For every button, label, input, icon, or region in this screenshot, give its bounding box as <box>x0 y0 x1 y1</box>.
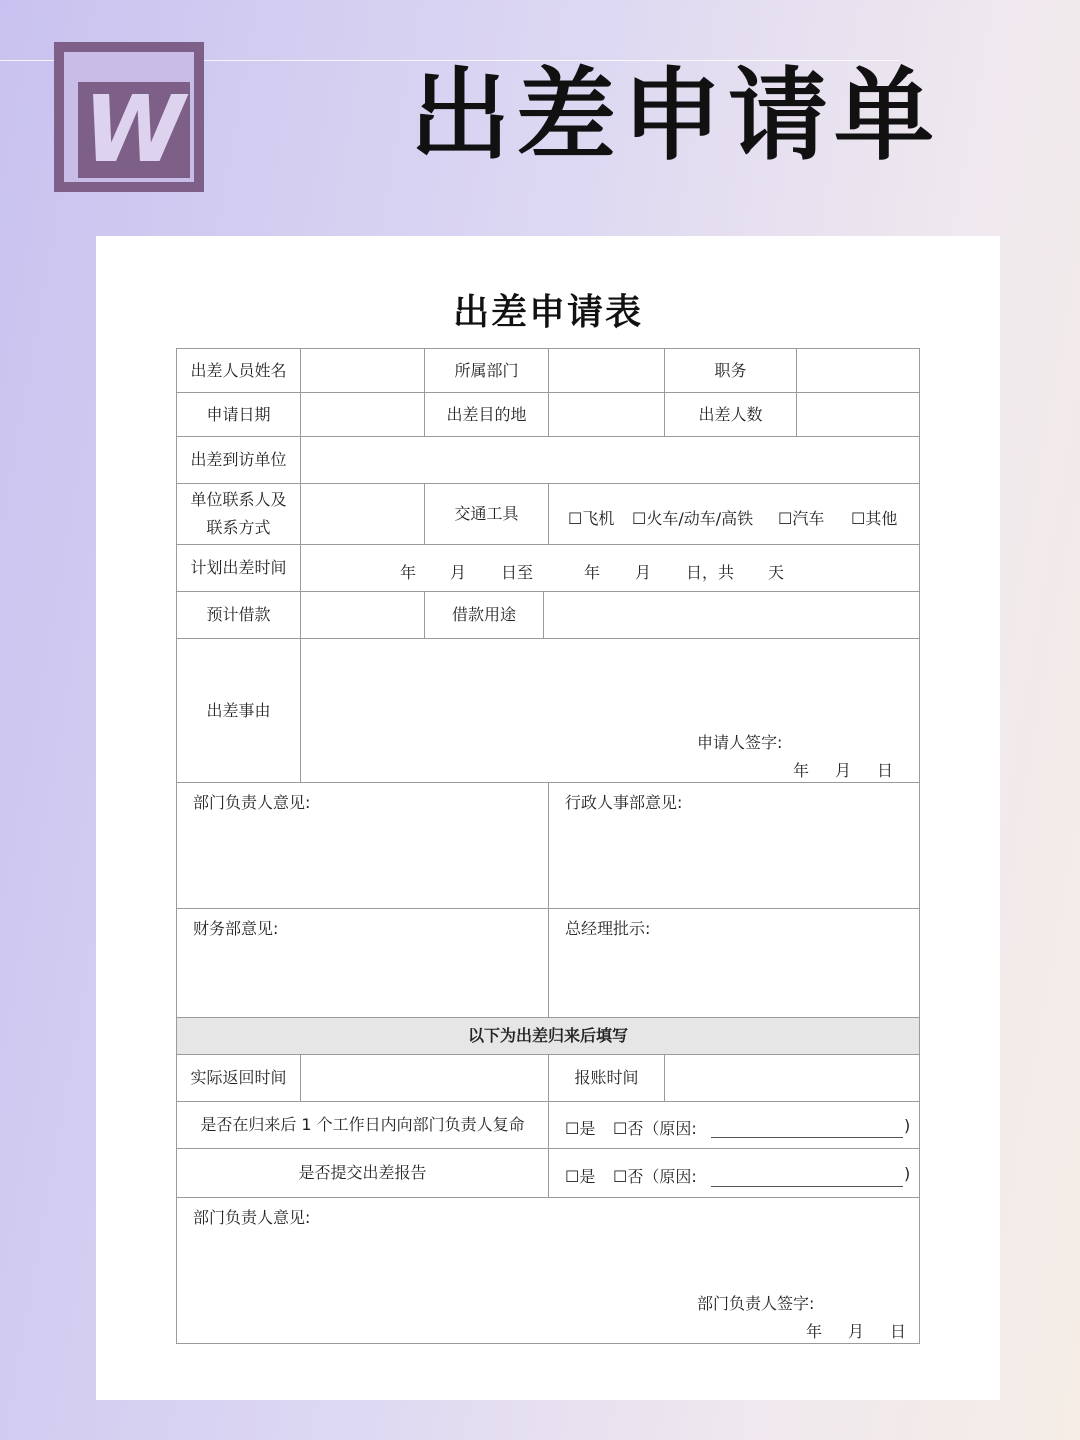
applicant-year: 年 <box>793 761 810 780</box>
plan-year-2: 年 <box>584 563 601 582</box>
review-no-checkbox[interactable]: ☐否（原因: <box>613 1119 697 1138</box>
label-destination: 出差目的地 <box>424 392 549 437</box>
applicant-month: 月 <box>835 761 852 780</box>
label-actual-return: 实际返回时间 <box>176 1054 301 1102</box>
label-expected-loan: 预计借款 <box>176 591 301 639</box>
label-reimburse-time: 报账时间 <box>548 1054 665 1102</box>
report-reason-line[interactable] <box>711 1186 903 1187</box>
dept-head-month: 月 <box>848 1322 865 1341</box>
label-traveler-count: 出差人数 <box>664 392 797 437</box>
checkbox-other[interactable]: ☐其他 <box>851 509 898 528</box>
applicant-day: 日 <box>877 761 894 780</box>
plan-day-to: 日至 <box>501 563 534 582</box>
input-reimburse-time[interactable] <box>664 1054 920 1102</box>
finance-opinion[interactable]: 财务部意见: <box>176 908 549 1018</box>
checkbox-plane[interactable]: ☐飞机 <box>568 509 615 528</box>
input-apply-date[interactable] <box>300 392 425 437</box>
report-close-paren: ) <box>904 1164 911 1183</box>
input-actual-return[interactable] <box>300 1054 549 1102</box>
dept-head-day: 日 <box>890 1322 907 1341</box>
form-paper <box>96 236 1000 1400</box>
report-yes-checkbox[interactable]: ☐是 <box>565 1167 596 1186</box>
plan-month-1: 月 <box>450 563 467 582</box>
dept-head-year: 年 <box>806 1322 823 1341</box>
input-expected-loan[interactable] <box>300 591 425 639</box>
input-position[interactable] <box>796 348 920 393</box>
label-review-question: 是否在归来后 1 个工作日内向部门负责人复命 <box>176 1101 549 1149</box>
label-visit-unit: 出差到访单位 <box>176 436 301 484</box>
label-loan-use: 借款用途 <box>424 591 544 639</box>
dept-head-opinion[interactable]: 部门负责人意见: <box>176 782 549 909</box>
checkbox-train[interactable]: ☐火车/动车/高铁 <box>632 509 754 528</box>
dept-head-sign-label: 部门负责人签字: <box>697 1294 815 1313</box>
admin-hr-opinion[interactable]: 行政人事部意见: <box>548 782 920 909</box>
review-reason-line[interactable] <box>711 1137 903 1138</box>
final-dept-head-opinion[interactable]: 部门负责人意见: <box>176 1197 920 1344</box>
input-visit-unit[interactable] <box>300 436 920 484</box>
input-traveler-name[interactable] <box>300 348 425 393</box>
input-destination[interactable] <box>548 392 665 437</box>
applicant-sign-label: 申请人签字: <box>697 733 783 752</box>
review-yes-checkbox[interactable]: ☐是 <box>565 1119 596 1138</box>
label-transport: 交通工具 <box>424 483 549 545</box>
input-loan-use[interactable] <box>543 591 920 639</box>
word-logo-letter: W <box>78 82 190 178</box>
label-trip-reason: 出差事由 <box>176 638 301 783</box>
plan-day-total: 日，共 <box>686 563 735 582</box>
input-planned-time[interactable] <box>300 544 920 592</box>
label-position: 职务 <box>664 348 797 393</box>
label-contact-person: 单位联系人及联系方式 <box>176 483 301 545</box>
input-trip-reason[interactable] <box>300 638 920 783</box>
review-close-paren: ) <box>904 1116 911 1135</box>
label-traveler-name: 出差人员姓名 <box>176 348 301 393</box>
input-department[interactable] <box>548 348 665 393</box>
label-planned-time: 计划出差时间 <box>176 544 301 592</box>
plan-days: 天 <box>768 563 785 582</box>
plan-year-1: 年 <box>400 563 417 582</box>
report-answer <box>548 1148 920 1198</box>
input-traveler-count[interactable] <box>796 392 920 437</box>
report-no-checkbox[interactable]: ☐否（原因: <box>613 1167 697 1186</box>
review-answer <box>548 1101 920 1149</box>
label-report-question: 是否提交出差报告 <box>176 1148 549 1198</box>
plan-month-2: 月 <box>635 563 652 582</box>
application-form-table <box>176 348 920 1344</box>
gm-approval[interactable]: 总经理批示: <box>548 908 920 1018</box>
input-contact-person[interactable] <box>300 483 425 545</box>
label-department: 所属部门 <box>424 348 549 393</box>
word-logo-icon <box>54 42 204 192</box>
after-return-header: 以下为出差归来后填写 <box>176 1017 920 1055</box>
checkbox-bus[interactable]: ☐汽车 <box>778 509 825 528</box>
banner-title: 出差申请单 <box>410 57 940 174</box>
label-apply-date: 申请日期 <box>176 392 301 437</box>
form-title: 出差申请表 <box>452 292 643 333</box>
